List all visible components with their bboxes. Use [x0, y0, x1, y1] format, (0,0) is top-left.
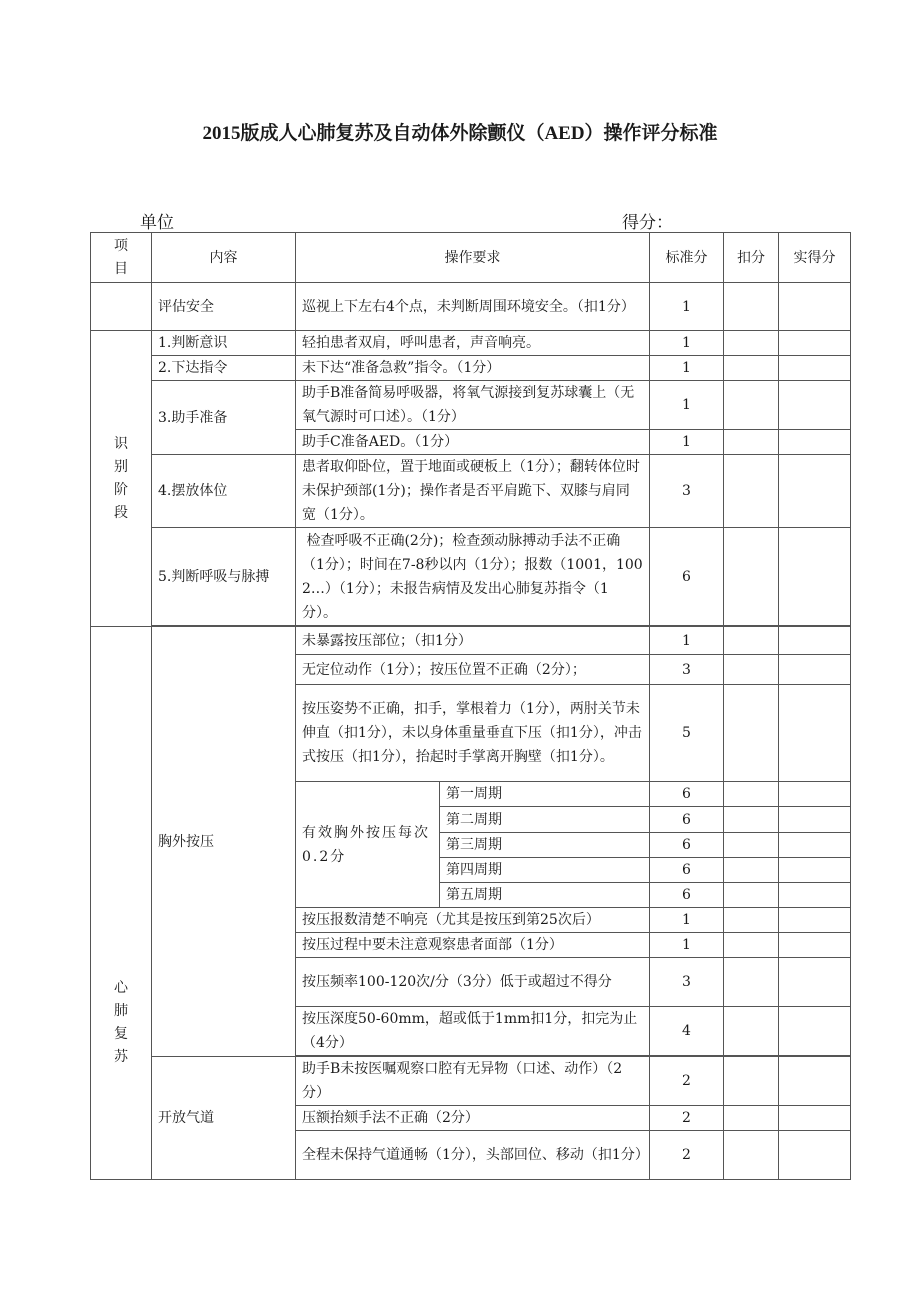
document-title: 2015版成人心肺复苏及自动体外除颤仪（AED）操作评分标准 [202, 123, 718, 144]
deduct-input[interactable] [724, 283, 779, 331]
actual-input[interactable] [779, 933, 851, 958]
cycle-label: 第一周期 [440, 782, 650, 807]
requirement-cell: 按压频率100-120次/分（3分）低于或超过不得分 [296, 958, 650, 1007]
standard-score: 6 [650, 782, 724, 807]
standard-score: 2 [650, 1106, 724, 1131]
standard-score: 1 [650, 430, 724, 455]
deduct-input[interactable] [724, 528, 779, 626]
requirement-cell: 助手C准备AED。（1分） [296, 430, 650, 455]
cycle-label: 第五周期 [440, 883, 650, 908]
table-row [91, 627, 851, 655]
deduct-input[interactable] [724, 1057, 779, 1106]
requirement-cell: 助手B未按医嘱观察口腔有无异物（口述、动作）（2分） [296, 1057, 650, 1106]
requirement-cell: 轻拍患者双肩，呼叫患者，声音响亮。 [296, 331, 650, 356]
table-row [91, 528, 851, 626]
deduct-input[interactable] [724, 381, 779, 430]
deduct-input[interactable] [724, 908, 779, 933]
table-row [91, 283, 851, 331]
actual-input[interactable] [779, 655, 851, 685]
standard-score: 6 [650, 807, 724, 833]
deduct-input[interactable] [724, 685, 779, 782]
standard-score: 3 [650, 455, 724, 528]
requirement-cell: 按压深度50-60mm，超或低于1mm扣1分，扣完为止（4分） [296, 1007, 650, 1056]
standard-score: 2 [650, 1131, 724, 1180]
content-cell: 1.判断意识 [152, 331, 296, 356]
header-standard: 标准分 [650, 233, 724, 283]
section-cpr: 心肺复苏 [91, 627, 152, 1180]
actual-input[interactable] [779, 858, 851, 883]
actual-input[interactable] [779, 782, 851, 807]
standard-score: 1 [650, 356, 724, 381]
deduct-input[interactable] [724, 807, 779, 833]
actual-input[interactable] [779, 908, 851, 933]
standard-score: 3 [650, 958, 724, 1007]
standard-score: 1 [650, 933, 724, 958]
actual-input[interactable] [779, 283, 851, 331]
requirement-cell: 按压过程中要未注意观察患者面部（1分） [296, 933, 650, 958]
unit-label: 单位 [140, 213, 174, 233]
section-cell [91, 283, 152, 331]
score-label: 得分： [622, 213, 673, 233]
actual-input[interactable] [779, 883, 851, 908]
actual-input[interactable] [779, 807, 851, 833]
header-content: 内容 [152, 233, 296, 283]
standard-score: 3 [650, 655, 724, 685]
requirement-cell: 助手B准备简易呼吸器，将氧气源接到复苏球囊上（无氧气源时可口述）。（1分） [296, 381, 650, 430]
actual-input[interactable] [779, 356, 851, 381]
requirement-cell: 压额抬颏手法不正确（2分） [296, 1106, 650, 1131]
standard-score: 1 [650, 381, 724, 430]
standard-score: 1 [650, 283, 724, 331]
deduct-input[interactable] [724, 782, 779, 807]
content-cell: 3.助手准备 [152, 381, 296, 455]
deduct-input[interactable] [724, 883, 779, 908]
deduct-input[interactable] [724, 455, 779, 528]
deduct-input[interactable] [724, 430, 779, 455]
standard-score: 6 [650, 528, 724, 626]
table-row [91, 1057, 851, 1106]
actual-input[interactable] [779, 833, 851, 858]
deduct-input[interactable] [724, 833, 779, 858]
standard-score: 6 [650, 833, 724, 858]
cycle-label: 第三周期 [440, 833, 650, 858]
requirement-cell: 无定位动作（1分）；按压位置不正确（2分）； [296, 655, 650, 685]
requirement-cell: 按压姿势不正确，扣手，掌根着力（1分），两肘关节未伸直（扣1分），未以身体重量垂直下压（扣1分），冲击式按压（扣1分），抬起时手掌离开胸壁（扣1分）。 [296, 685, 650, 782]
standard-score: 6 [650, 858, 724, 883]
deduct-input[interactable] [724, 655, 779, 685]
content-cell: 2.下达指令 [152, 356, 296, 381]
deduct-input[interactable] [724, 858, 779, 883]
standard-score: 1 [650, 908, 724, 933]
scoring-table [90, 232, 851, 1180]
actual-input[interactable] [779, 1106, 851, 1131]
standard-score: 1 [650, 627, 724, 655]
header-deduct: 扣分 [724, 233, 779, 283]
deduct-input[interactable] [724, 331, 779, 356]
table-row [91, 381, 851, 430]
content-cell-compression: 胸外按压 [152, 627, 296, 1057]
table-row [91, 331, 851, 356]
standard-score: 2 [650, 1057, 724, 1106]
actual-input[interactable] [779, 381, 851, 430]
standard-score: 5 [650, 685, 724, 782]
header-row [91, 233, 851, 283]
table-row [91, 356, 851, 381]
standard-score: 1 [650, 331, 724, 356]
deduct-input[interactable] [724, 1007, 779, 1056]
actual-input[interactable] [779, 958, 851, 1007]
deduct-input[interactable] [724, 933, 779, 958]
table-row [91, 455, 851, 528]
standard-score: 4 [650, 1007, 724, 1056]
deduct-input[interactable] [724, 627, 779, 655]
actual-input[interactable] [779, 685, 851, 782]
header-requirement: 操作要求 [296, 233, 650, 283]
effective-compression-label: 有效胸外按压每次0.2分 [296, 782, 440, 908]
actual-input[interactable] [779, 455, 851, 528]
requirement-cell: 检查呼吸不正确(2分)；检查颈动脉搏动手法不正确（1分）；时间在7-8秒以内（1分）；报数（1001，1002…）（1分）；未报告病情及发出心肺复苏指令（1分）。 [296, 528, 650, 626]
actual-input[interactable] [779, 430, 851, 455]
header-item: 项目 [91, 233, 152, 283]
requirement-cell: 未暴露按压部位；（扣1分） [296, 627, 650, 655]
content-cell: 评估安全 [152, 283, 296, 331]
deduct-input[interactable] [724, 1131, 779, 1180]
content-cell-airway: 开放气道 [152, 1057, 296, 1180]
actual-input[interactable] [779, 331, 851, 356]
requirement-cell: 患者取仰卧位，置于地面或硬板上（1分）；翻转体位时未保护颈部(1分)；操作者是否平肩跪下、双膝与肩同宽（1分）。 [296, 455, 650, 528]
actual-input[interactable] [779, 627, 851, 655]
requirement-cell: 按压报数清楚不响亮（尤其是按压到第25次后） [296, 908, 650, 933]
section-identify: 识别阶段 [91, 331, 152, 627]
requirement-cell: 未下达“准备急救”指令。（1分） [296, 356, 650, 381]
deduct-input[interactable] [724, 958, 779, 1007]
actual-input[interactable] [779, 1131, 851, 1180]
requirement-cell: 巡视上下左右4个点，未判断周围环境安全。（扣1分） [296, 283, 650, 331]
standard-score: 6 [650, 883, 724, 908]
content-cell: 4.摆放体位 [152, 455, 296, 528]
content-cell: 5.判断呼吸与脉搏 [152, 528, 296, 626]
actual-input[interactable] [779, 1057, 851, 1106]
deduct-input[interactable] [724, 356, 779, 381]
header-actual: 实得分 [779, 233, 851, 283]
actual-input[interactable] [779, 528, 851, 626]
deduct-input[interactable] [724, 1106, 779, 1131]
actual-input[interactable] [779, 1007, 851, 1056]
cycle-label: 第二周期 [440, 807, 650, 833]
cycle-label: 第四周期 [440, 858, 650, 883]
requirement-cell: 全程未保持气道通畅（1分），头部回位、移动（扣1分） [296, 1131, 650, 1180]
